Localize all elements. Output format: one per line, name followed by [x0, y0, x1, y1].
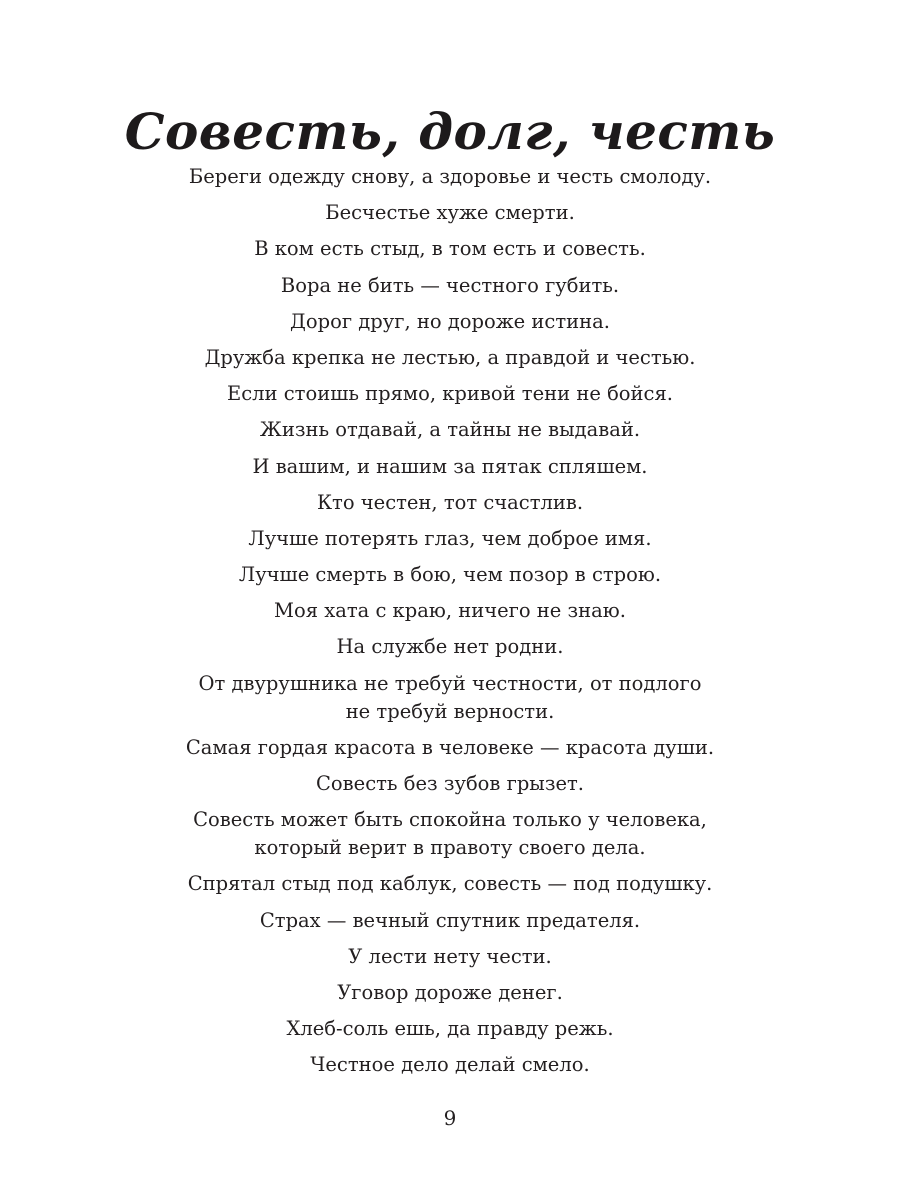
- proverb-line: Береги одежду снову, а здоровье и честь смолоду.: [188, 165, 712, 188]
- proverb-item: [120, 272, 780, 300]
- proverb-item: [120, 235, 780, 263]
- proverb-item: [120, 561, 780, 589]
- proverb-line: От двурушника не требуй честности, от подлого: [198, 671, 702, 695]
- proverb-line: И вашим, и нашим за пятак спляшем.: [252, 454, 648, 478]
- proverb-item: [120, 633, 780, 661]
- proverb-line: Совесть может быть спокойна только у человека,: [193, 808, 707, 832]
- proverb-item: [120, 943, 780, 971]
- proverb-line: Честное дело делай смело.: [310, 1053, 590, 1077]
- proverb-item: [120, 199, 780, 227]
- proverb-line: Самая гордая красота в человеке — красота души.: [185, 735, 715, 759]
- proverb-item: [120, 453, 780, 481]
- proverb-line: Спрятал стыд под каблук, совесть — под подушку.: [187, 872, 713, 896]
- proverb-line: Моя хата с краю, ничего не знаю.: [274, 599, 626, 623]
- proverb-item: [120, 806, 780, 862]
- proverb-line: Жизнь отдавай, а тайны не выдавай.: [259, 418, 641, 442]
- proverb-line: Дорог друг, но дороже истина.: [290, 309, 610, 333]
- proverb-line: Бесчестье хуже смерти.: [325, 201, 575, 225]
- proverb-item: [120, 597, 780, 625]
- page-title: Совесть, долг, честь: [124, 101, 776, 161]
- proverb-line: который верит в правоту своего дела.: [254, 836, 646, 860]
- proverb-line: Кто честен, тот счастлив.: [316, 490, 584, 514]
- proverb-line: Совесть без зубов грызет.: [316, 772, 584, 795]
- proverb-item: [120, 979, 780, 1007]
- proverb-line: У лести нету чести.: [348, 944, 552, 968]
- proverb-item: [120, 525, 780, 553]
- proverb-line: На службе нет родни.: [336, 635, 564, 659]
- proverb-line: В ком есть стыд, в том есть и совесть.: [254, 237, 646, 261]
- proverb-item: [120, 870, 780, 898]
- proverb-item: [120, 489, 780, 517]
- proverb-item: [120, 734, 780, 762]
- proverb-item: [120, 344, 780, 372]
- proverb-line: Если стоишь прямо, кривой тени не бойся.: [227, 382, 673, 406]
- proverb-line: Дружба крепка не лестью, а правдой и честью.: [204, 345, 696, 369]
- proverb-item: [120, 416, 780, 444]
- proverb-item: [120, 163, 780, 191]
- proverb-item: [120, 1051, 780, 1079]
- proverb-item: [120, 380, 780, 408]
- proverb-line: Уговор дороже денег.: [337, 980, 563, 1004]
- proverb-line: Вора не бить — честного губить.: [280, 273, 620, 297]
- proverb-item: [120, 670, 780, 726]
- proverb-list: [120, 163, 780, 1088]
- proverb-item: [120, 907, 780, 935]
- proverb-line: Хлеб-соль ешь, да правду режь.: [286, 1017, 614, 1041]
- proverb-item: [120, 770, 780, 798]
- proverb-item: [120, 308, 780, 336]
- proverb-item: [120, 1015, 780, 1043]
- proverb-line: Лучше смерть в бою, чем позор в строю.: [238, 563, 662, 587]
- proverb-line: Лучше потерять глаз, чем доброе имя.: [248, 526, 652, 550]
- proverb-line: не требуй верности.: [345, 699, 555, 723]
- proverb-line: Страх — вечный спутник предателя.: [259, 908, 641, 932]
- page-number: 9: [443, 1106, 457, 1130]
